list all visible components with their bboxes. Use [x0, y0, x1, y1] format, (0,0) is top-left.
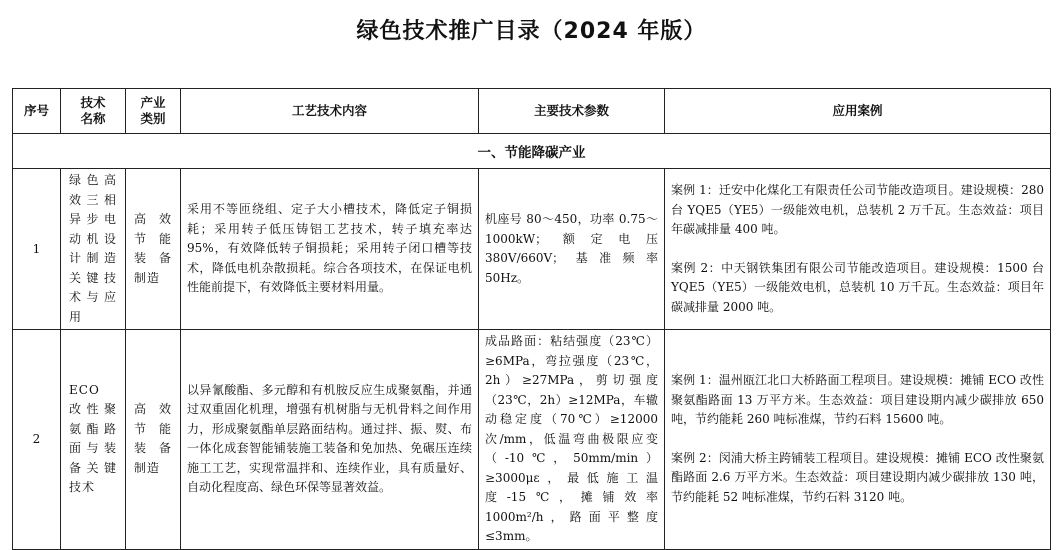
tech-name: 绿色高效三相异步电动机设计制造关键技术与应用: [61, 169, 126, 330]
case-item: 案例 2：中天钢铁集团有限公司节能改造项目。建设规模：1500 台 YQE5（YE5）一级能效电机，总装机 10 万千瓦。生态效益：项目年碳减排量 2000 吨。: [671, 260, 1044, 314]
industry-category: 高效节能装备制造: [126, 330, 181, 550]
section-title: 一、节能降碳产业: [13, 134, 1051, 169]
process-content: 以异氰酸酯、多元醇和有机胺反应生成聚氨酯，并通过双重固化机理，增强有机树脂与无机骨料之间作用力，形成聚氨酯单层路面结构。通过拌、振、熨、布一体化成套智能铺装施工装备和免加热、免碾压连续施工工艺，实现常温拌和、连续作业，具有质量好、自动化程度高、绿色环保等显著效益。: [181, 330, 479, 550]
case-item: 案例 1：温州瓯江北口大桥路面工程项目。建设规模：摊铺 ECO 改性聚氨酯路面 13 万平方米。生态效益：项目建设期内减少碳排放 650 吨，节约能耗 260 吨标准煤，节约石料 15600 吨。: [671, 373, 1044, 427]
table-row: [13, 330, 1051, 550]
case-item: 案例 2：闵浦大桥主跨铺装工程项目。建设规模：摊铺 ECO 改性聚氨酯路面 2.6 万平方米。生态效益：项目建设期内减少碳排放 130 吨，节约能耗 52 吨标准煤，节约石料 3120 吨。: [671, 450, 1044, 504]
technology-catalog-table: [12, 88, 1051, 550]
tech-name: ECO 改性聚氨酯路面与装备关键技术: [61, 330, 126, 550]
header-main-params: 主要技术参数: [479, 89, 665, 134]
process-content: 采用不等匝绕组、定子大小槽技术，降低定子铜损耗；采用转子低压铸铝工艺技术，转子填充率达 95%，有效降低转子铜损耗；采用转子闭口槽等技术，降低电机杂散损耗。综合各项技术，在保证电机性能前提下，有效降低主要材料用量。: [181, 169, 479, 330]
table-row: [13, 169, 1051, 330]
header-category: 产业类别: [126, 89, 181, 134]
main-params: 成品路面：粘结强度（23℃）≥6MPa，弯拉强度（23℃，2h）≥27MPa，剪切强度（23℃，2h）≥12MPa，车辙动稳定度（70℃）≥12000 次/mm，低温弯曲极限应变（-10℃，50mm/min）≥3000με，最低施工温度-15℃，摊铺效率 1000m²/h，路面平整度≤3mm。: [479, 330, 665, 550]
application-cases: [665, 330, 1051, 550]
header-row: [13, 89, 1051, 134]
row-number: 2: [13, 330, 61, 550]
section-row: [13, 134, 1051, 169]
main-params: 机座号 80～450，功率 0.75～1000kW；额定电压 380V/660V；基准频率 50Hz。: [479, 169, 665, 330]
document-title: 绿色技术推广目录（2024 年版）: [356, 19, 707, 44]
row-number: 1: [13, 169, 61, 330]
header-process-content: 工艺技术内容: [181, 89, 479, 134]
case-item: 案例 1：迁安中化煤化工有限责任公司节能改造项目。建设规模：280 台 YQE5（YE5）一级能效电机，总装机 2 万千瓦。生态效益：项目年碳减排量 400 吨。: [671, 183, 1044, 236]
header-tech-name: 技术名称: [61, 89, 126, 134]
header-cases: 应用案例: [665, 89, 1051, 134]
industry-category: 高效节能装备制造: [126, 169, 181, 330]
application-cases: [665, 169, 1051, 330]
header-no: 序号: [13, 89, 61, 134]
